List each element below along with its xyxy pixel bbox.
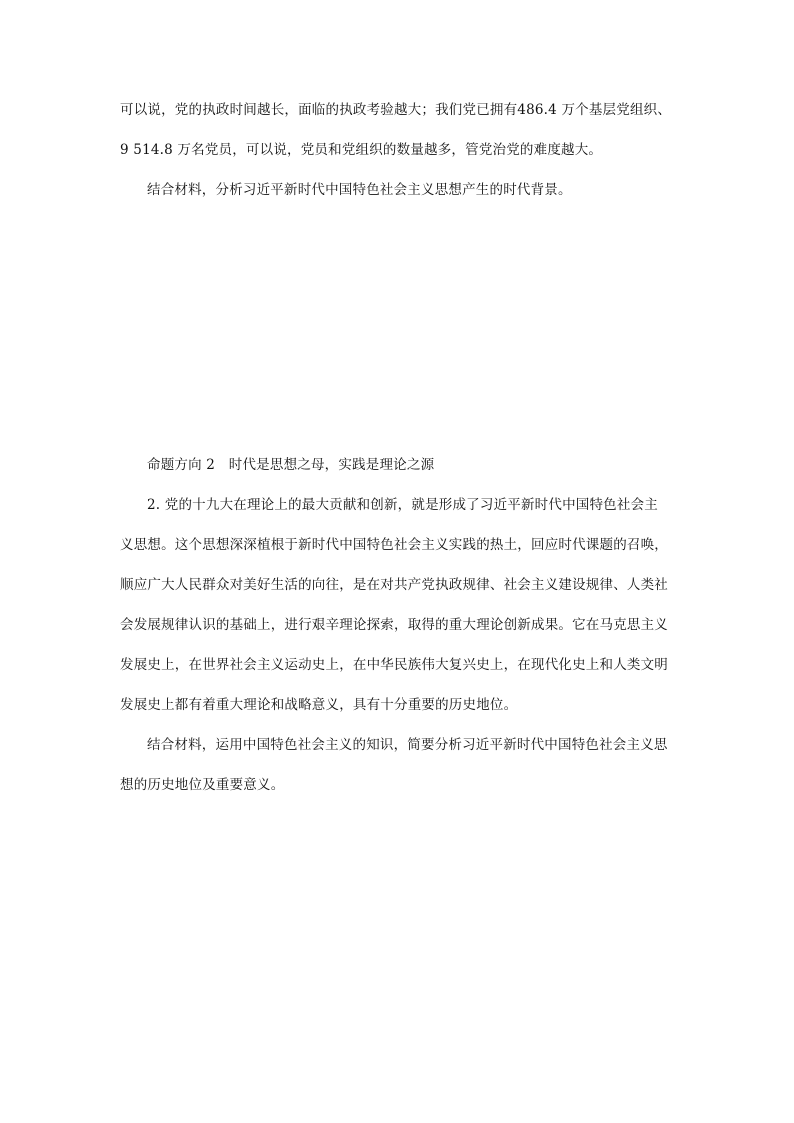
paragraph2-line3: 顺应广大人民群众对美好生活的向往，是在对共产党执政规律、社会主义建设规律、人类社: [120, 577, 668, 593]
paragraph1-line1: 可以说，党的执政时间越长，面临的执政考验越大；我们党已拥有486.4 万个基层党组织、: [120, 102, 672, 118]
paragraph2-line4: 会发展规律认识的基础上，进行艰辛理论探索，取得的重大理论创新成果。它在马克思主义: [120, 617, 668, 633]
paragraph2-line6: 发展史上都有着重大理论和战略意义，具有十分重要的历史地位。: [120, 697, 518, 713]
question1: 结合材料，分析习近平新时代中国特色社会主义思想产生的时代背景。: [147, 182, 572, 198]
question2-line2: 想的历史地位及重要意义。: [120, 777, 285, 793]
paragraph1-line2: 9 514.8 万名党员，可以说，党员和党组织的数量越多，管党治党的难度越大。: [120, 142, 603, 158]
question2-line1: 结合材料，运用中国特色社会主义的知识，简要分析习近平新时代中国特色社会主义思: [147, 737, 668, 753]
section2-heading: 命题方向 2 时代是思想之母，实践是理论之源: [147, 457, 435, 473]
paragraph2-line1: 2. 党的十九大在理论上的最大贡献和创新，就是形成了习近平新时代中国特色社会主: [147, 497, 658, 513]
paragraph2-line2: 义思想。这个思想深深植根于新时代中国特色社会主义实践的热土，回应时代课题的召唤，: [120, 537, 668, 553]
paragraph2-line5: 发展史上，在世界社会主义运动史上，在中华民族伟大复兴史上，在现代化史上和人类文明: [120, 657, 668, 673]
